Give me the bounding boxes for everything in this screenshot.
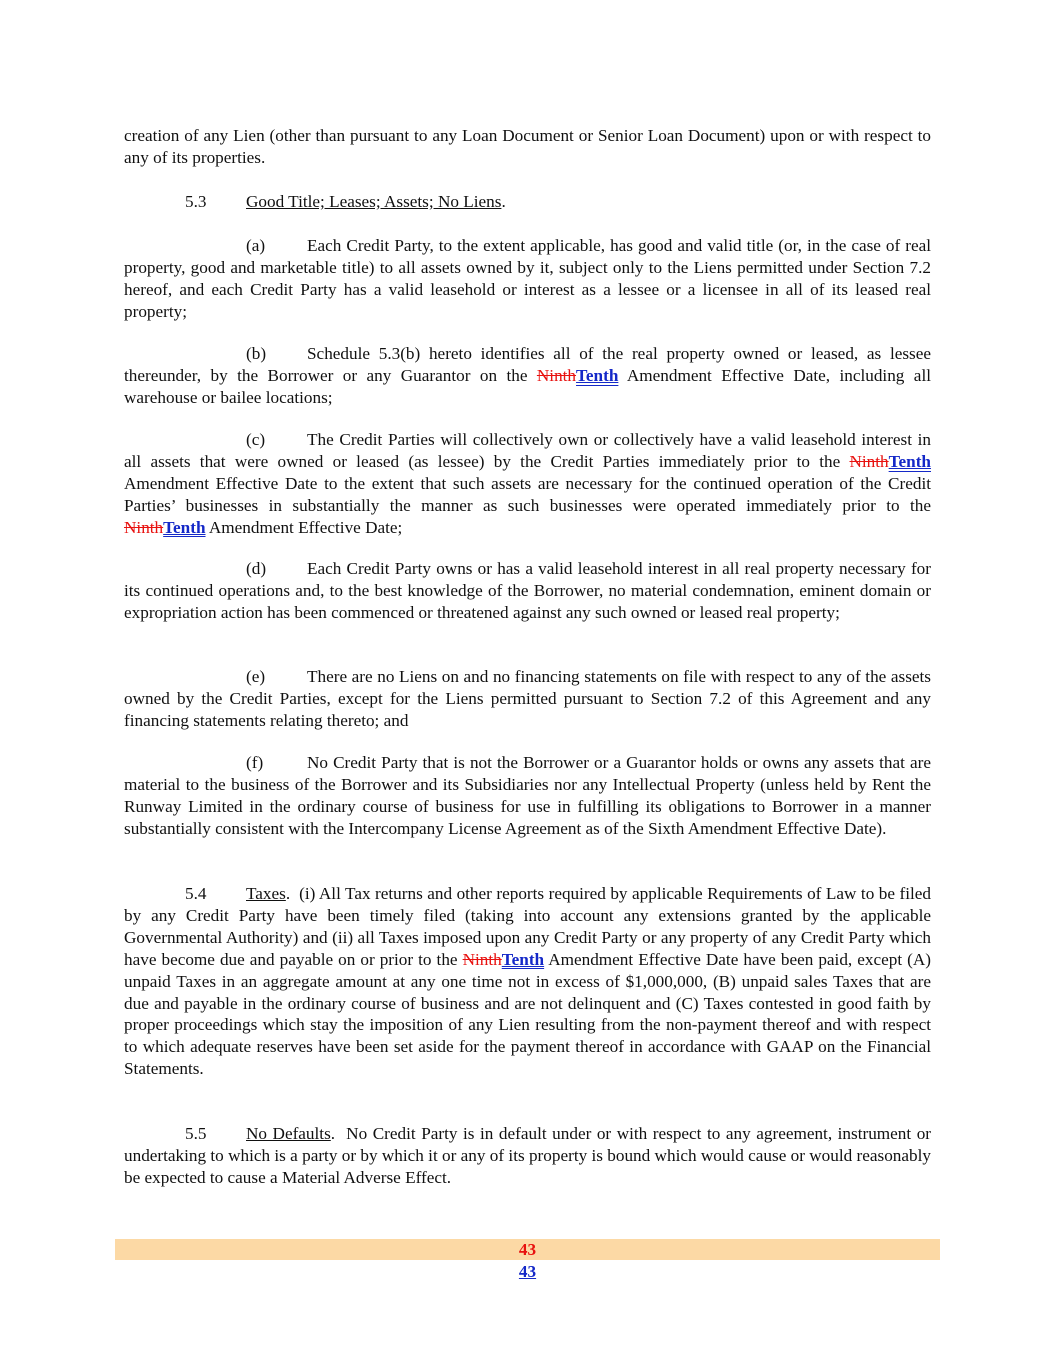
clause-text: Amendment Effective Date;: [205, 517, 403, 537]
inserted-text: Tenth: [576, 365, 619, 385]
clause-text: No Credit Party that is not the Borrower or a Guarantor holds or owns any assets that are material to the business of the Borrower and its Subsidiaries nor any Intellectual Property (unless held by Rent the Runway Limited in the ordinary course of business for use in fulfilling its obligations to Borrower in a manner substantially consistent with the Intercompany License Agreement as of the Sixth Amendment Effective Date).: [124, 753, 931, 838]
clause-5-3-a: [124, 235, 931, 323]
clause-label: (d): [246, 559, 267, 578]
deleted-text: Ninth: [849, 451, 889, 471]
clause-text: Amendment Effective Date, including all warehouse or bailee locations;: [124, 365, 931, 407]
section-5-4: 5.4 Taxes. (i) All Tax returns and other reports required by applicable Requirements of Law to be filed by any Credit Party have been timely filed (taking into account any extensions granted by the applicable Governmental Authority) and (ii) all Taxes imposed upon any Credit Party or any property of any Credit Party which have become due and payable on or prior to the NinthTenth Amendment Effective Date have been paid, except (A) unpaid Taxes in an aggregate amount at any one time not in excess of $1,000,000, (B) unpaid sales Taxes that are due and payable in the ordinary course of business and are not delinquent and (C) Taxes contested in good faith by proper proceedings which stay the imposition of any Lien resulting from the non-payment thereof and with respect to which adequate reserves have been set aside for the payment thereof in accordance with GAAP on the Financial Statements.: [124, 884, 931, 1079]
deleted-text: Ninth: [462, 949, 502, 969]
clause-text: Schedule 5.3(b) hereto identifies all of the real property owned or leased, as lessee thereunder, by the Borrower or any Guarantor on the: [124, 344, 931, 385]
section-text: No Credit Party is in default under or with respect to any agreement, instrument or undertaking to which is a party or by which it or any of its property is bound which would cause or would reasonably be expected to cause a Material Adverse Effect.: [124, 1124, 932, 1187]
section-number: 5.5: [185, 1124, 207, 1143]
section-5-5: 5.5 No Defaults. No Credit Party is in default under or with respect to any agreement, instrument or undertaking to which is a party or by which it or any of its property is bound which would cause or would reasonably be expected to cause a Material Adverse Effect.: [124, 1124, 932, 1187]
continuation-paragraph: creation of any Lien (other than pursuant to any Loan Document or Senior Loan Document) upon or with respect to any of its properties.: [124, 126, 931, 167]
deleted-text: Ninth: [124, 517, 164, 537]
clause-label: (e): [246, 667, 266, 686]
section-title: Taxes: [246, 884, 286, 903]
clause-text: Each Credit Party, to the extent applicable, has good and valid title (or, in the case of real property, good and marketable title) to all assets owned by it, subject only to the Liens permitted under Section 7.2 hereof, and each Credit Party has a valid leasehold or interest as a lessee or a licensee in all of its leased real property;: [124, 236, 931, 321]
clause-text: Amendment Effective Date to the extent that such assets are necessary for the continued operation of the Credit Parties’ businesses in substantially the manner as such businesses were operated immediately prior to the: [124, 473, 931, 515]
clause-label: (c): [246, 430, 266, 449]
page-number-deleted: 43: [518, 1240, 537, 1259]
inserted-text: Tenth: [163, 517, 206, 537]
inserted-text: Tenth: [888, 451, 931, 471]
clause-5-3-b: [124, 343, 931, 409]
section-text: (i) All Tax returns and other reports required by applicable Requirements of Law to be filed by any Credit Party have been timely filed (taking into account any extensions granted by the applicable Governmental Authority) and (ii) all Taxes imposed upon any Credit Party or any property of any Credit Party which have become due and payable on or prior to the: [124, 884, 931, 969]
section-text: Amendment Effective Date have been paid, except (A) unpaid Taxes in an aggregate amount at any one time not in excess of $1,000,000, (B) unpaid sales Taxes that are due and payable in the ordinary course of business and are not delinquent and (C) Taxes contested in good faith by proper proceedings which stay the imposition of any Lien resulting from the non-payment thereof and with respect to which adequate reserves have been set aside for the payment thereof in accordance with GAAP on the Financial Statements.: [124, 949, 931, 1079]
clause-5-3-d: [124, 558, 931, 624]
clause-text: There are no Liens on and no financing statements on file with respect to any of the assets owned by the Credit Parties, except for the Liens permitted pursuant to Section 7.2 of this Agreement and any financing statements relating thereto; and: [124, 667, 931, 730]
clause-label: (a): [246, 236, 266, 255]
clause-text: The Credit Parties will collectively own or collectively have a valid leasehold interest in all assets that were owned or leased (as lessee) by the Credit Parties immediately prior to the: [124, 430, 931, 471]
clause-5-3-c: [124, 429, 931, 539]
section-number: 5.3: [185, 192, 207, 211]
page-number-inserted: 43: [518, 1262, 537, 1281]
clause-label: (f): [246, 753, 264, 772]
clause-text: Each Credit Party owns or has a valid leasehold interest in all real property necessary for its continued operations and, to the best knowledge of the Borrower, no material condemnation, eminent domain or expropriation action has been commenced or threatened against any such owned or leased real property;: [124, 559, 931, 622]
section-title: Good Title; Leases; Assets; No Liens: [246, 192, 502, 211]
deleted-text: Ninth: [536, 365, 577, 385]
section-title: No Defaults: [246, 1124, 331, 1143]
clause-label: (b): [246, 344, 267, 363]
section-number: 5.4: [185, 884, 207, 903]
clause-5-3-f: [124, 752, 931, 840]
inserted-text: Tenth: [501, 949, 545, 969]
section-5-3-heading: 5.3 Good Title; Leases; Assets; No Liens.: [185, 192, 506, 211]
clause-5-3-e: [124, 666, 931, 732]
